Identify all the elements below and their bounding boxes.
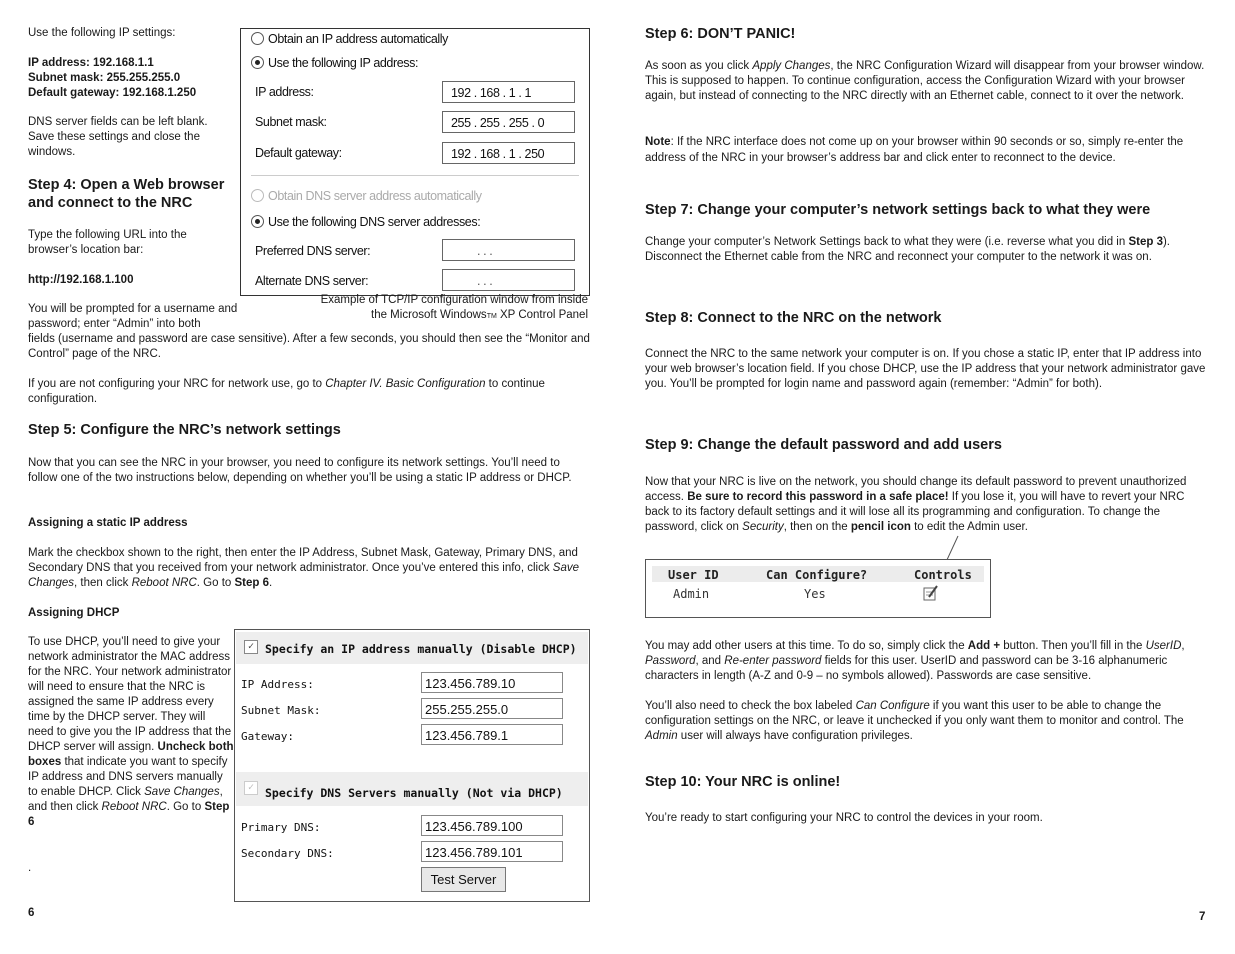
- alternate-dns-label: Alternate DNS server:: [255, 274, 369, 288]
- users-table: [645, 559, 991, 618]
- subnet-mask-setting: Subnet mask: 255.255.255.0: [28, 72, 181, 84]
- default-gateway-label: Default gateway:: [255, 146, 342, 160]
- step10-heading: Step 10: Your NRC is online!: [645, 774, 841, 790]
- use-dns-option: Use the following DNS server addresses:: [251, 215, 480, 230]
- step10-paragraph: You’re ready to start configuring your NRC to control the devices in your room.: [645, 812, 1043, 824]
- checkbox-icon: ✓: [244, 781, 258, 795]
- subnet-mask-label: Subnet mask:: [255, 115, 327, 129]
- ip-address-label: IP Address:: [241, 678, 314, 691]
- step5-heading: Step 5: Configure the NRC’s network settings: [28, 422, 341, 438]
- use-following-ip-option: Use the following IP address:: [251, 56, 418, 71]
- radio-selected-icon: [251, 56, 264, 69]
- step9-paragraph: Now that your NRC is live on the network, you should change its default password to prevent unauthorized access. Be sure to record this password in a safe place! If you lose it, you will have to revert your NRC back to its factory default settings and it will lose all its programming and configuration. To change the password, click on Security, then on the pencil icon to edit the Admin user.: [645, 476, 1187, 533]
- secondary-dns-label: Secondary DNS:: [241, 847, 334, 860]
- pencil-icon: [922, 584, 940, 602]
- step4-prompt-continued: fields (username and password are case sensitive). After a few seconds, you should then see the “Monitor and Control” page of the NRC.: [28, 333, 590, 360]
- preferred-dns-label: Preferred DNS server:: [255, 244, 371, 258]
- subnet-mask-field: 255 . 255 . 255 . 0: [442, 111, 575, 133]
- step4-prompt-text: You will be prompted for a username and password; enter “Admin” into both: [28, 303, 238, 330]
- primary-dns-label: Primary DNS:: [241, 821, 321, 834]
- step8-heading: Step 8: Connect to the NRC on the network: [645, 310, 942, 326]
- ip-address-label: IP address:: [255, 85, 314, 99]
- ip-address-field: 192 . 168 . 1 . 1: [442, 81, 575, 103]
- ip-manual-header: [236, 632, 588, 664]
- default-gateway-field: 192 . 168 . 1 . 250: [442, 142, 575, 164]
- dns-manual-header: [236, 772, 588, 806]
- step4-heading: Step 4: Open a Web browser and connect to the NRC: [28, 177, 225, 211]
- nrc-url: http://192.168.1.100: [28, 274, 134, 286]
- step5-paragraph: Now that you can see the NRC in your browser, you need to configure its network settings. You’ll need to follow one of the two instructions below, depending on whether you’ll be using a static IP address or DHCP.: [28, 457, 572, 484]
- static-ip-heading: Assigning a static IP address: [28, 517, 188, 529]
- ip-address-setting: IP address: 192.168.1.1: [28, 57, 154, 69]
- default-gateway-setting: Default gateway: 192.168.1.250: [28, 87, 197, 99]
- step7-paragraph: Change your computer’s Network Settings back to what they were (i.e. reverse what you did in Step 3). Disconnect the Ethernet cable from the NRC and reconnect your computer to the network it was on.: [645, 236, 1170, 263]
- ip-manual-checkbox-label: Specify an IP address manually (Disable DHCP): [265, 642, 577, 656]
- step4-not-network-note: If you are not configuring your NRC for network use, go to Chapter IV. Basic Configuration to continue configuration.: [28, 378, 545, 405]
- col-user-id: User ID: [668, 568, 719, 582]
- test-server-button: Test Server: [421, 867, 506, 892]
- radio-icon: [251, 32, 264, 45]
- step8-paragraph: Connect the NRC to the same network your computer is on. If you chose a static IP, enter that IP address into your web browser’s location field. If you chose DHCP, use the IP address that your network administrator gave you. You’ll be prompted for login name and password again (remember: “Admin” for both).: [645, 348, 1206, 390]
- ip-address-field: 123.456.789.10: [421, 672, 563, 693]
- can-configure-paragraph: You’ll also need to check the box labeled Can Configure if you want this user to be able to change the configuration settings on the NRC, or leave it unchecked if you only want them to monitor and control. The Admin user will always have configuration privileges.: [645, 700, 1184, 742]
- dns-manual-checkbox-label: Specify DNS Servers manually (Not via DHCP): [265, 786, 563, 800]
- obtain-dns-auto-option: Obtain DNS server address automatically: [251, 189, 482, 204]
- subnet-mask-field: 255.255.255.0: [421, 698, 563, 719]
- tcpip-dialog-screenshot: [240, 28, 590, 296]
- secondary-dns-field: 123.456.789.101: [421, 841, 563, 862]
- subnet-mask-label: Subnet Mask:: [241, 704, 321, 717]
- col-can-configure: Can Configure?: [766, 568, 868, 582]
- dhcp-paragraph: To use DHCP, you’ll need to give your network administrator the MAC address for the NRC. Your network administrator will need to ensure that the NRC is assigned the same IP address every time by the DHCP server. They will need to give you the IP address that the DHCP server will assign. Uncheck both boxes that indicate you want to specify IP address and DNS servers manually to enable DHCP. Click Save Changes, and then click Reboot NRC. Go to Step 6: [28, 636, 234, 828]
- obtain-ip-auto-option: Obtain an IP address automatically: [251, 32, 448, 47]
- preferred-dns-field: . . .: [442, 239, 575, 261]
- stray-dot: .: [28, 862, 32, 874]
- radio-icon: [251, 189, 264, 202]
- gateway-field: 123.456.789.1: [421, 724, 563, 745]
- can-configure-cell: Yes: [804, 587, 826, 601]
- page-number-left: 6: [28, 907, 35, 919]
- dns-note: DNS server fields can be left blank. Save these settings and close the windows.: [28, 116, 208, 158]
- user-id-cell: Admin: [673, 587, 710, 601]
- alternate-dns-field: . . .: [442, 269, 575, 291]
- checkbox-icon: ✓: [244, 640, 258, 654]
- primary-dns-field: 123.456.789.100: [421, 815, 563, 836]
- col-controls: Controls: [914, 568, 972, 582]
- step9-heading: Step 9: Change the default password and add users: [645, 437, 1002, 453]
- intro-text: Use the following IP settings:: [28, 27, 176, 39]
- radio-selected-icon: [251, 215, 264, 228]
- dialog-caption: Example of TCP/IP configuration window from inside the Microsoft WindowsTM XP Control Panel: [320, 294, 588, 321]
- page-number-right: 7: [1199, 911, 1206, 923]
- divider: [251, 175, 579, 176]
- dhcp-heading: Assigning DHCP: [28, 607, 120, 619]
- step4-paragraph: Type the following URL into the browser’s location bar:: [28, 229, 187, 256]
- step6-heading: Step 6: DON’T PANIC!: [645, 26, 796, 42]
- gateway-label: Gateway:: [241, 730, 294, 743]
- step6-note: Note: If the NRC interface does not come up on your browser within 90 seconds or so, simply re-enter the address of the NRC in your browser’s address bar and click enter to reconnect to the device.: [645, 136, 1184, 164]
- step7-heading: Step 7: Change your computer’s network settings back to what they were: [645, 202, 1151, 218]
- network-settings-panel: [234, 629, 590, 902]
- add-users-paragraph: You may add other users at this time. To do so, simply click the Add + button. Then you’ll fill in the UserID, Password, and Re-enter password fields for this user. UserID and password can be 3-16 alphanumeric characters in length (A-Z and 0-9 – no symbols allowed). Passwords are case sensitive.: [645, 640, 1185, 682]
- static-ip-paragraph: Mark the checkbox shown to the right, then enter the IP Address, Subnet Mask, Gateway, Primary DNS, and Secondary DNS that you received from your network administrator. Once you’ve entered this info, click Save Changes, then click Reboot NRC. Go to Step 6.: [28, 547, 579, 589]
- step6-paragraph: As soon as you click Apply Changes, the NRC Configuration Wizard will disappear from your browser window. This is supposed to happen. To continue configuration, access the Configuration Wizard with your browser again, but instead of connecting to the NRC directly with an Ethernet cable, connect to it over the network.: [645, 60, 1205, 102]
